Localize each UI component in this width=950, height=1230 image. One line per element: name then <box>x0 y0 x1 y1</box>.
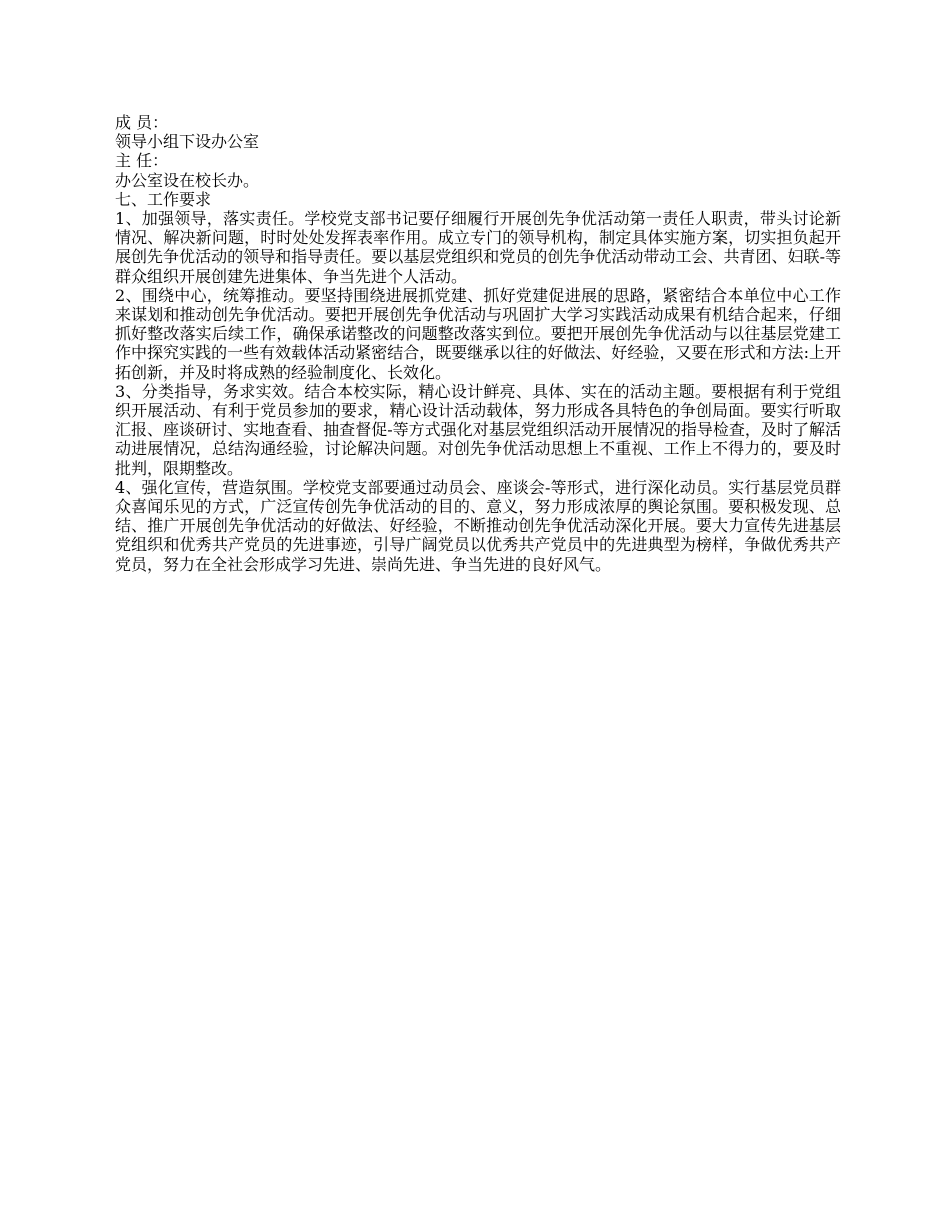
requirement-paragraph-2: 2、围绕中心，统筹推动。要坚持围绕进展抓党建、抓好党建促进展的思路，紧密结合本单位中心工作来谋划和推动创先争优活动。要把开展创先争优活动与巩固扩大学习实践活动成果有机结合起来，仔细抓好整改落实后续工作，确保承诺整改的问题整改落实到位。要把开展创先争优活动与以往基层党建工作中探究实践的一些有效载体活动紧密结合，既要继承以往的好做法、好经验，又要在形式和方法:上开拓创新，并及时将成熟的经验制度化、长效化。 <box>115 285 841 382</box>
office-location-line: 办公室设在校长办。 <box>115 170 260 190</box>
office-setup-line: 领导小组下设办公室 <box>115 132 260 152</box>
director-label: 主 任： <box>115 151 169 171</box>
requirement-paragraph-1: 1、加强领导，落实责任。学校党支部书记要仔细履行开展创先争优活动第一责任人职责，带头讨论新情况、解决新问题，时时处处发挥表率作用。成立专门的领导机构，制定具体实施方案，切实担负起开展创先争优活动的领导和指导责任。要以基层党组织和党员的创先争优活动带动工会、共青团、妇联-等群众组织开展创建先进集体、争当先进个人活动。 <box>115 209 841 286</box>
document-body <box>115 113 841 574</box>
requirement-paragraph-4: 4、强化宣传，营造氛围。学校党支部要通过动员会、座谈会-等形式，进行深化动员。实行基层党员群众喜闻乐见的方式，广泛宣传创先争优活动的目的、意义，努力形成浓厚的舆论氛围。要积极发现、总结、推广开展创先争优活动的好做法、好经验，不断推动创先争优活动深化开展。要大力宣传先进基层党组织和优秀共产党员的先进事迹，引导广阔党员以优秀共产党员中的先进典型为榜样，争做优秀共产党员，努力在全社会形成学习先进、崇尚先进、争当先进的良好风气。 <box>115 477 841 574</box>
section-heading-work-requirements: 七、工作要求 <box>115 189 212 209</box>
members-label: 成 员： <box>115 113 169 132</box>
requirement-paragraph-3: 3、分类指导，务求实效。结合本校实际，精心设计鲜亮、具体、实在的活动主题。要根据有利于党组织开展活动、有利于党员参加的要求，精心设计活动载体，努力形成各具特色的争创局面。要实行听取汇报、座谈研讨、实地查看、抽查督促-等方式强化对基层党组织活动开展情况的指导检查，及时了解活动进展情况，总结沟通经验，讨论解决问题。对创先争优活动思想上不重视、工作上不得力的，要及时批判，限期整改。 <box>115 381 841 478</box>
